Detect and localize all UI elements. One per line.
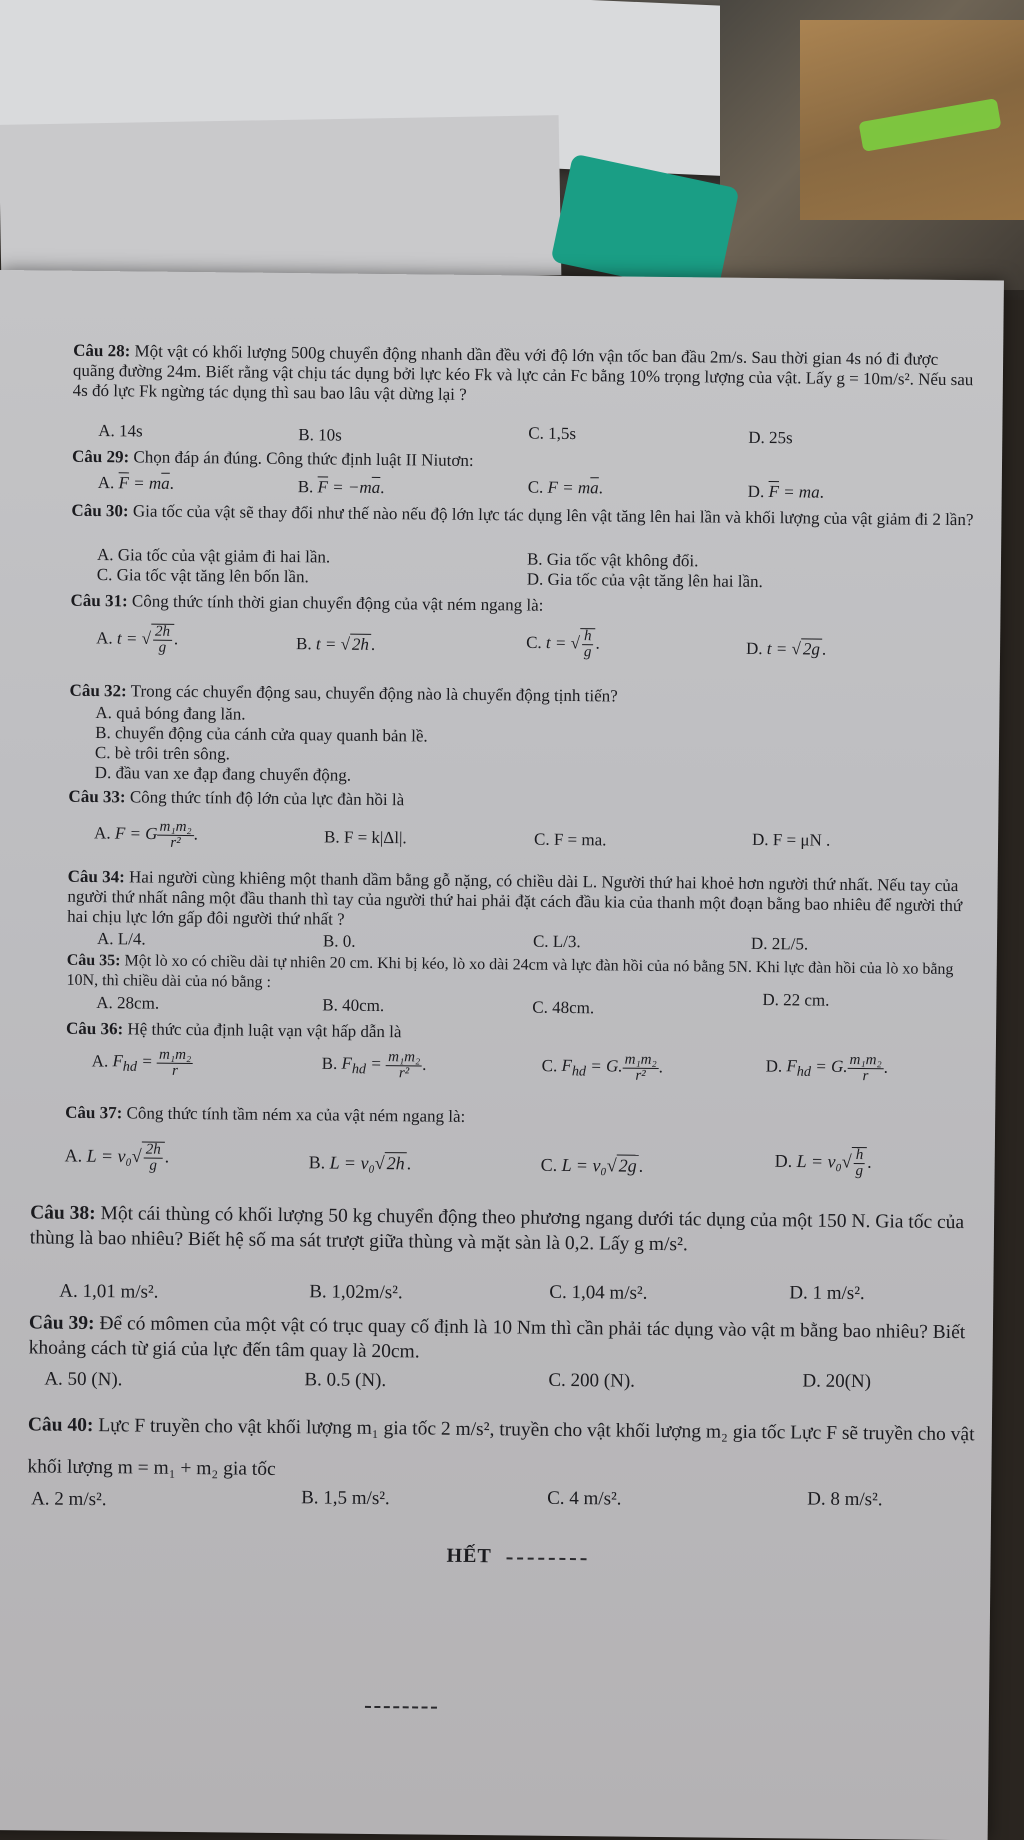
- question-text: Một cái thùng có khối lượng 50 kg chuyển động theo phương ngang dưới tác dụng của một 150 N. Gia tốc của thùng là bao nhiêu? Biết hệ số ma sát trượt giữa thùng và mặt sàn là 0,2. Lấy g m/s².: [29, 1203, 965, 1256]
- question-text: Trong các chuyển động sau, chuyển động nào là chuyển động tịnh tiến?: [130, 681, 618, 706]
- question-text: Công thức tính thời gian chuyển động của vật ném ngang là:: [131, 591, 544, 615]
- question-number: Câu 35:: [66, 951, 121, 970]
- question-number: Câu 36:: [65, 1018, 124, 1039]
- option-a[interactable]: A. $\overline{F} = m\overline{a}$.: [97, 473, 175, 493]
- option-d[interactable]: D. t = √ 2g .: [745, 638, 827, 659]
- option-a[interactable]: A. F = G $\frac{\text{m₁m₂}}{\text{r²}}$ .: [94, 818, 198, 851]
- question-number: Câu 38:: [30, 1202, 96, 1225]
- option-b[interactable]: B. 40cm.: [322, 995, 385, 1016]
- option-b[interactable]: B. Gia tốc vật không đổi.: [526, 549, 699, 571]
- question-number: Câu 33:: [68, 786, 126, 807]
- question-29: [72, 447, 982, 477]
- option-a[interactable]: A. Gia tốc của vật giảm đi hai lần.: [96, 545, 331, 567]
- question-33: [68, 787, 978, 817]
- question-number: Câu 37:: [65, 1102, 123, 1123]
- option-a[interactable]: A. 1,01 m/s².: [59, 1280, 159, 1303]
- option-a[interactable]: A. t = √ $\frac{2h}{g}$ .: [96, 623, 179, 656]
- option-c[interactable]: C. F = ma.: [533, 829, 607, 850]
- question-text: Gia tốc của vật sẽ thay đổi như thế nào nếu độ lớn lực tác dụng lên vật tăng lên hai lần và khối lượng của vật giảm đi 2 lần?: [132, 501, 974, 530]
- option-a[interactable]: A. 14s: [98, 421, 143, 441]
- question-text: Một vật có khối lượng 500g chuyển động nhanh dần đều với độ lớn vận tốc ban đầu 2m/s. Sau thời gian 4s nó đi được quãng đường 24m. Biết rằng vật chịu tác dụng bởi lực kéo Fk và lực cản Fc bằng 10% trọng lượng của vật. Lấy g = 10m/s². Nếu sau 4s đó lực Fk ngừng tác dụng thì sau bao lâu vật dừng lại ?: [72, 341, 974, 404]
- question-40: [27, 1404, 988, 1498]
- option-a[interactable]: A. 2 m/s².: [31, 1488, 107, 1511]
- option-d[interactable]: D. 22 cm.: [762, 990, 830, 1010]
- option-b[interactable]: B. 0.: [322, 931, 356, 951]
- option-d[interactable]: D. F = μN .: [751, 829, 831, 850]
- end-dash-right: [507, 1557, 587, 1560]
- question-28: [73, 341, 984, 411]
- option-d[interactable]: D. 25s: [748, 427, 793, 448]
- option-b[interactable]: B. chuyển động của cánh cửa quay quanh bản lề.: [95, 723, 428, 746]
- question-text: Để có mômen của một vật có trục quay cố định là 10 Nm thì cần phải tác dụng vào vật m bằng bao nhiêu? Biết khoảng cách từ giá của lực đến tâm quay là 20cm.: [28, 1313, 966, 1363]
- option-a[interactable]: A. $F_{hd}$ = $\frac{\text{m₁m₂}}{r}$: [91, 1046, 192, 1079]
- question-number: Câu 30:: [71, 500, 129, 521]
- option-c[interactable]: C. Gia tốc vật tăng lên bốn lần.: [96, 565, 309, 587]
- option-c[interactable]: C. 1,04 m/s².: [549, 1281, 648, 1304]
- question-35: [66, 951, 976, 1001]
- option-b[interactable]: B. 0.5 (N).: [304, 1369, 387, 1392]
- option-d[interactable]: D. 1 m/s².: [789, 1282, 865, 1305]
- option-c[interactable]: C. 200 (N).: [548, 1369, 636, 1392]
- option-a[interactable]: A. quả bóng đang lăn.: [95, 703, 246, 724]
- option-c[interactable]: C. L/3.: [532, 931, 581, 952]
- question-text: Chọn đáp án đúng. Công thức định luật II Niutơn:: [133, 447, 474, 470]
- background-paper-shadow: [0, 115, 561, 285]
- option-d[interactable]: D. đầu van xe đạp đang chuyển động.: [94, 763, 352, 785]
- question-30: [71, 501, 981, 531]
- option-b[interactable]: B. $F_{hd}$ = $\frac{\text{m₁m₂}}{\text{r²}}$ .: [321, 1049, 427, 1082]
- question-text: Hai người cùng khiêng một thanh dầm bằng gỗ nặng, có chiều dài L. Người thứ hai khoẻ hơn người thứ nhất. Nếu tay của người thứ nhất nâng một đầu thanh thì tay của người thứ hai phải đặt cách đầu kia của thanh một đoạn bằng bao nhiêu để người thứ hai chịu lực lớn gấp đôi người thứ nhất ?: [67, 867, 963, 929]
- question-text: Một lò xo có chiều dài tự nhiên 20 cm. Khi bị kéo, lò xo dài 24cm và lực đàn hồi của nó bằng 5N. Khi lực đàn hồi của lò xo bằng 10N, thì chiều dài của nó bằng :: [66, 952, 954, 991]
- option-c[interactable]: C. 1,5s: [528, 423, 577, 444]
- option-b[interactable]: B. F = k|Δl|.: [323, 827, 407, 848]
- question-number: Câu 39:: [28, 1312, 95, 1335]
- option-b[interactable]: B. 1,02m/s².: [309, 1281, 403, 1304]
- option-c[interactable]: C. bè trôi trên sông.: [94, 743, 231, 764]
- end-dash-left: [365, 1706, 437, 1709]
- question-number: Câu 34:: [67, 866, 125, 887]
- question-text: Công thức tính độ lớn của lực đàn hồi là: [129, 787, 405, 810]
- option-b[interactable]: B. $\overline{F} = -m\overline{a}$.: [297, 477, 385, 498]
- option-a[interactable]: A. 28cm.: [96, 993, 160, 1013]
- option-c[interactable]: C. t = √ $\frac{h}{g}$ .: [526, 628, 600, 661]
- option-a[interactable]: A. 50 (N).: [44, 1368, 123, 1391]
- option-a[interactable]: A. L = v₀√ $\frac{2h}{g}$ .: [64, 1141, 170, 1174]
- question-34: [67, 867, 978, 937]
- question-number: Câu 29:: [71, 446, 130, 467]
- option-d[interactable]: D. 2L/5.: [750, 933, 809, 954]
- option-d[interactable]: D. 20(N): [802, 1370, 872, 1393]
- option-b[interactable]: B. t = √ 2h .: [296, 634, 376, 654]
- question-number: Câu 28:: [73, 340, 131, 361]
- question-39: [29, 1310, 989, 1370]
- option-c[interactable]: C. 4 m/s².: [547, 1487, 622, 1510]
- option-d[interactable]: D. L = v₀√ $\frac{h}{g}$ .: [774, 1147, 872, 1180]
- question-37: [65, 1103, 975, 1133]
- option-a[interactable]: A. L/4.: [96, 929, 146, 949]
- option-c[interactable]: C. 48cm.: [532, 997, 595, 1018]
- question-number: Câu 40:: [27, 1414, 94, 1437]
- question-number: Câu 32:: [69, 680, 127, 701]
- end-marker: HẾT: [446, 1544, 492, 1568]
- option-c[interactable]: C. $F = m\overline{a}$.: [527, 477, 604, 498]
- option-d[interactable]: D. $\overline{F}$ = ma.: [747, 481, 824, 502]
- question-36: [66, 1019, 976, 1049]
- option-b[interactable]: B. 10s: [298, 425, 342, 445]
- option-c[interactable]: C. $F_{hd} = G$. $\frac{\text{m₁m₂}}{\text{r²}}$ .: [541, 1051, 664, 1084]
- option-d[interactable]: D. $F_{hd} = G$. $\frac{\text{m₁m₂}}{r}$ .: [765, 1051, 888, 1085]
- option-d[interactable]: D. Gia tốc của vật tăng lên hai lần.: [526, 569, 763, 592]
- exam-sheet: [0, 270, 1004, 1840]
- question-number: Câu 31:: [70, 590, 128, 611]
- question-text: Hệ thức của định luật vạn vật hấp dẫn là: [127, 1019, 402, 1042]
- question-text: Công thức tính tầm ném xa của vật ném ngang là:: [126, 1103, 466, 1126]
- question-38: [30, 1200, 990, 1260]
- option-d[interactable]: D. 8 m/s².: [807, 1488, 883, 1511]
- question-31: [70, 591, 980, 621]
- question-text: Lực F truyền cho vật khối lượng m₁ gia tốc 2 m/s², truyền cho vật khối lượng m₂ gia tốc Lực F sẽ truyền cho vật khối lượng m = m₁ + m₂ gia tốc: [27, 1415, 975, 1480]
- option-b[interactable]: B. L = v₀√2h.: [308, 1152, 412, 1174]
- option-c[interactable]: C. L = v₀√2g.: [540, 1154, 644, 1176]
- option-b[interactable]: B. 1,5 m/s².: [301, 1487, 390, 1510]
